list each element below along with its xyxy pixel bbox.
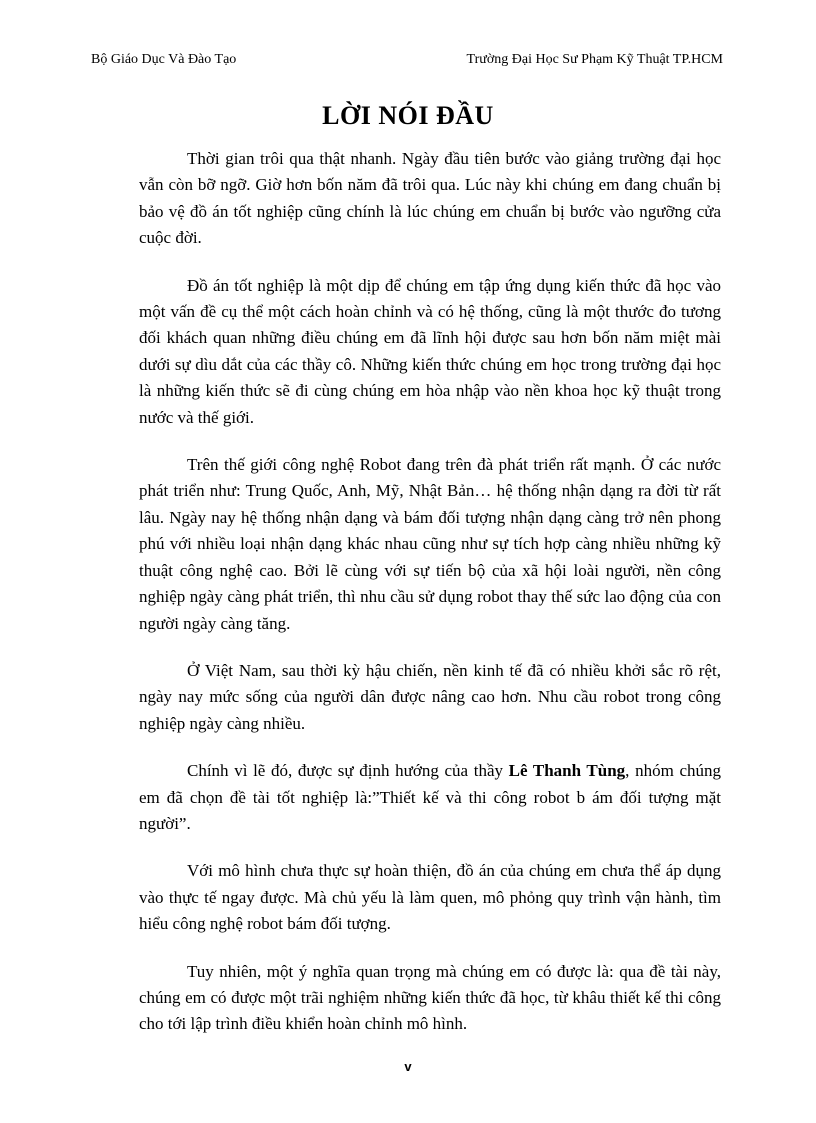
header-university: Trường Đại Học Sư Phạm Kỹ Thuật TP.HCM — [466, 52, 723, 67]
page-title: LỜI NÓI ĐẦU — [322, 101, 494, 130]
paragraph-3: Trên thế giới công nghệ Robot đang trên đà phát triển rất mạnh. Ở các nước phát triển như: Trung Quốc, Anh, Mỹ, Nhật Bản… hệ thống nhận dạng ra đời từ rất lâu. Ngày nay hệ thống nhận dạng và bám đối tượng nhận dạng càng trở nên phong phú với nhiều loại nhận dạng khác nhau cũng như sự tích hợp càng nhiều những kỹ thuật công nghệ cao. Bởi lẽ cùng với sự tiến bộ của xã hội loài người, nền công nghiệp ngày càng phát triển, thì nhu cầu sử dụng robot thay thế sức lao động của con người ngày càng tăng. — [139, 455, 721, 633]
paragraph-6: Với mô hình chưa thực sự hoàn thiện, đồ án của chúng em chưa thể áp dụng vào thực tế ngay được. Mà chủ yếu là làm quen, mô phỏng quy trình vận hành, tìm hiểu công nghệ robot bám đối tượng. — [139, 861, 721, 934]
preface-body — [139, 146, 721, 1059]
paragraph-4: Ở Việt Nam, sau thời kỳ hậu chiến, nền kinh tế đã có nhiều khởi sắc rõ rệt, ngày nay mức sống của người dân được nâng cao hơn. Nhu cầu robot trong công nghiệp ngày càng nhiều. — [139, 660, 721, 733]
page-number: v — [404, 1059, 412, 1074]
paragraph-2: Đồ án tốt nghiệp là một dịp để chúng em tập ứng dụng kiến thức đã học vào một vấn đề cụ thể một cách hoàn chỉnh và có hệ thống, cũng là một thước đo tương đối khách quan những điều chúng em đã lĩnh hội được sau hơn bốn năm miệt mài dưới sự dìu dắt của các thầy cô. Những kiến thức chúng em học trong trường đại học là những kiến thức sẽ đi cùng chúng em hòa nhập vào nền khoa học kỹ thuật trong nước và thế giới. — [139, 275, 721, 427]
header-ministry: Bộ Giáo Dục Và Đào Tạo — [91, 52, 237, 67]
paragraph-1: Thời gian trôi qua thật nhanh. Ngày đầu tiên bước vào giảng trường đại học vẫn còn bỡ ngỡ. Giờ hơn bốn năm đã trôi qua. Lúc này khi chúng em đang chuẩn bị bảo vệ đồ án tốt nghiệp cũng chính là lúc chúng em chuẩn bị bước vào ngưỡng cửa cuộc đời. — [139, 149, 721, 248]
advisor-name: Lê Thanh Tùng — [508, 761, 626, 781]
paragraph-5-intro: Chính vì lẽ đó, được sự định hướng của thầy — [187, 761, 509, 781]
paragraph-5-topic: , nhóm chúng em đã chọn đề tài tốt nghiệp là:”Thiết kế và thi công robot b ám đối tượng mặt người”. — [139, 761, 721, 833]
paragraph-7: Tuy nhiên, một ý nghĩa quan trọng mà chúng em có được là: qua đề tài này, chúng em có được một trãi nghiệm những kiến thức đã học, từ khâu thiết kế thi công cho tới lập trình điều khiển hoàn chỉnh mô hình. — [139, 961, 721, 1034]
paragraph-5 — [139, 758, 721, 837]
